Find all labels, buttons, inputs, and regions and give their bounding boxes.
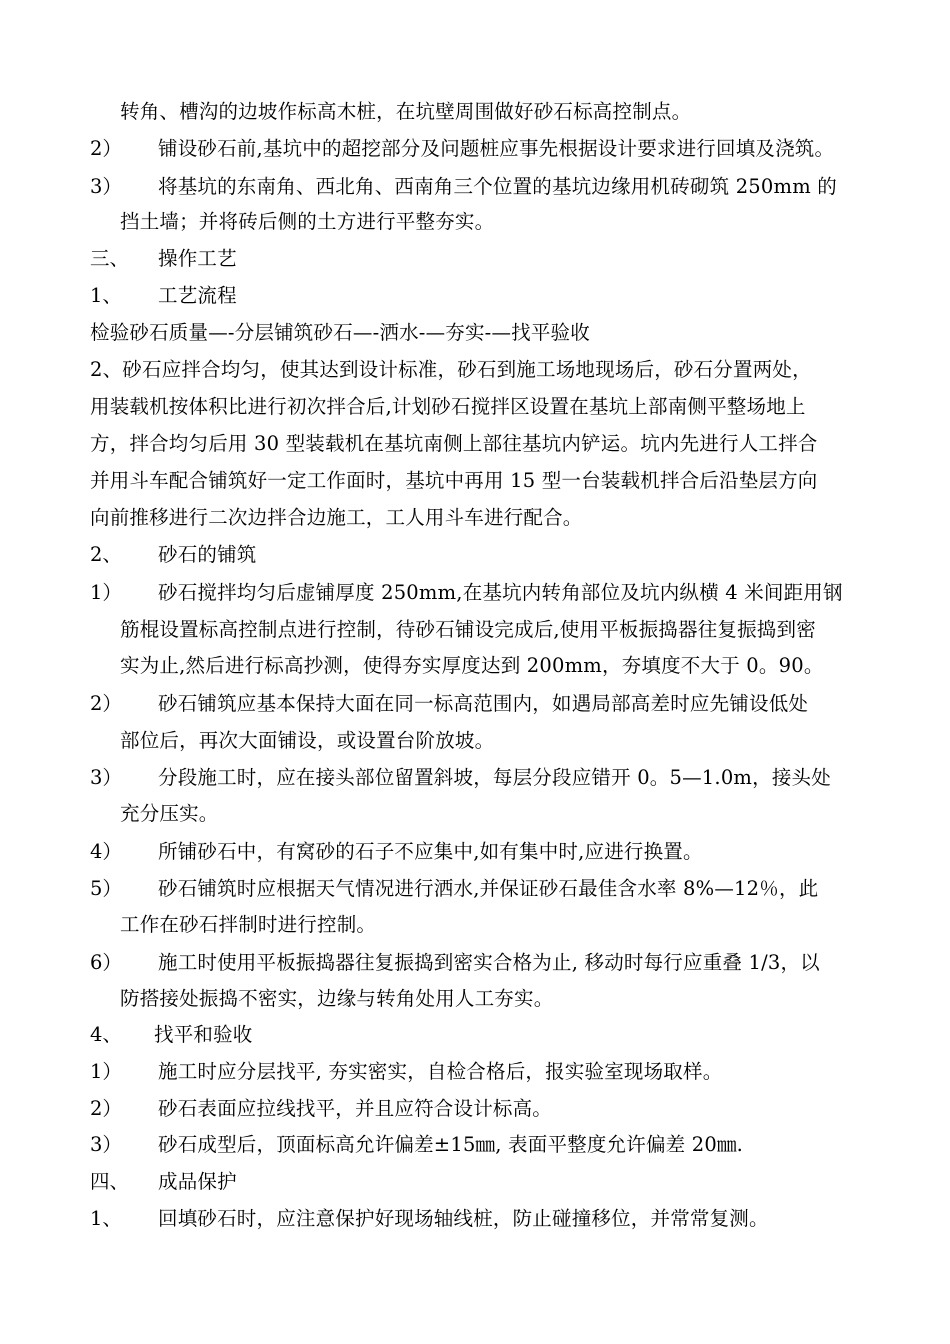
list-marker: 2） [90,1097,122,1120]
paragraph-line: 向前推移进行二次边拌合边施工，工人用斗车进行配合。 [90,506,583,529]
list-marker: 2） [90,137,122,160]
paragraph-line: 分段施工时，应在接头部位留置斜坡，每层分段应错开 0。5—1.0m，接头处 [158,766,831,789]
paragraph-line: 并用斗车配合铺筑好一定工作面时，基坑中再用 15 型一台装载机拌合后沿垫层方向 [90,469,818,492]
list-marker: 3） [90,175,122,198]
paragraph-line: 检验砂石质量—-分层铺筑砂石—-洒水-—夯实-—找平验收 [90,321,590,344]
paragraph-line: 砂石表面应拉线找平，并且应符合设计标高。 [158,1097,553,1120]
section-marker: 四、 [90,1170,130,1193]
paragraph-line: 砂石铺筑时应根据天气情况进行洒水,并保证砂石最佳含水率 8%—12％，此 [158,877,819,900]
paragraph-line: 方，拌合均匀后用 30 型装载机在基坑南侧上部往基坑内铲运。坑内先进行人工拌合 [90,432,818,455]
section-marker: 2、 [90,543,122,566]
paragraph-line: 部位后，再次大面铺设，或设置台阶放坡。 [120,729,495,752]
paragraph-line: 将基坑的东南角、西北角、西南角三个位置的基坑边缘用机砖砌筑 250mm 的 [158,175,837,198]
section-heading: 成品保护 [158,1170,237,1193]
paragraph-line: 砂石成型后，顶面标高允许偏差±15㎜, 表面平整度允许偏差 20㎜. [158,1133,744,1156]
paragraph-line: 筋棍设置标高控制点进行控制，待砂石铺设完成后,使用平板振捣器往复振捣到密 [120,618,816,641]
section-heading: 找平和验收 [154,1023,253,1046]
list-marker: 3） [90,1133,122,1156]
paragraph-line: 砂石搅拌均匀后虚铺厚度 250mm,在基坑内转角部位及坑内纵横 4 米间距用钢 [158,581,843,604]
paragraph-line: 用装载机按体积比进行初次拌合后,计划砂石搅拌区设置在基坑上部南侧平整场地上 [90,395,806,418]
paragraph-line: 施工时应分层找平, 夯实密实，自检合格后，报实验室现场取样。 [158,1060,723,1083]
paragraph-line: 2、砂石应拌合均匀，使其达到设计标准，砂石到施工场地现场后，砂石分置两处， [90,358,812,381]
section-marker: 4、 [90,1023,122,1046]
paragraph-line: 砂石铺筑应基本保持大面在同一标高范围内，如遇局部高差时应先铺设低处 [158,692,809,715]
section-marker: 1、 [90,284,122,307]
paragraph-line: 防搭接处振捣不密实，边缘与转角处用人工夯实。 [120,987,554,1010]
paragraph-line: 挡土墙；并将砖后侧的土方进行平整夯实。 [120,210,495,233]
list-marker: 2） [90,692,122,715]
list-marker: 4） [90,840,122,863]
paragraph-line: 所铺砂石中，有窝砂的石子不应集中,如有集中时,应进行换置。 [158,840,703,863]
list-marker: 1） [90,581,122,604]
paragraph-line: 转角、槽沟的边坡作标高木桩，在坑壁周围做好砂石标高控制点。 [120,100,692,123]
list-marker: 6） [90,951,122,974]
section-heading: 工艺流程 [158,284,237,307]
section-marker: 三、 [90,247,130,270]
paragraph-line: 铺设砂石前,基坑中的超挖部分及问题桩应事先根据设计要求进行回填及浇筑。 [158,137,835,160]
list-marker: 5） [90,877,122,900]
paragraph-line: 实为止,然后进行标高抄测，使得夯实厚度达到 200mm，夯填度不大于 0。90。 [120,654,824,677]
list-marker: 3） [90,766,122,789]
section-heading: 操作工艺 [158,247,237,270]
section-heading: 砂石的铺筑 [158,543,257,566]
paragraph-line: 工作在砂石拌制时进行控制。 [120,913,377,936]
paragraph-line: 回填砂石时，应注意保护好现场轴线桩，防止碰撞移位，并常常复测。 [158,1207,769,1230]
list-marker: 1） [90,1060,122,1083]
section-marker: 1、 [90,1207,122,1230]
paragraph-line: 充分压实。 [120,802,219,825]
paragraph-line: 施工时使用平板振捣器往复振捣到密实合格为止, 移动时每行应重叠 1/3，以 [158,951,820,974]
